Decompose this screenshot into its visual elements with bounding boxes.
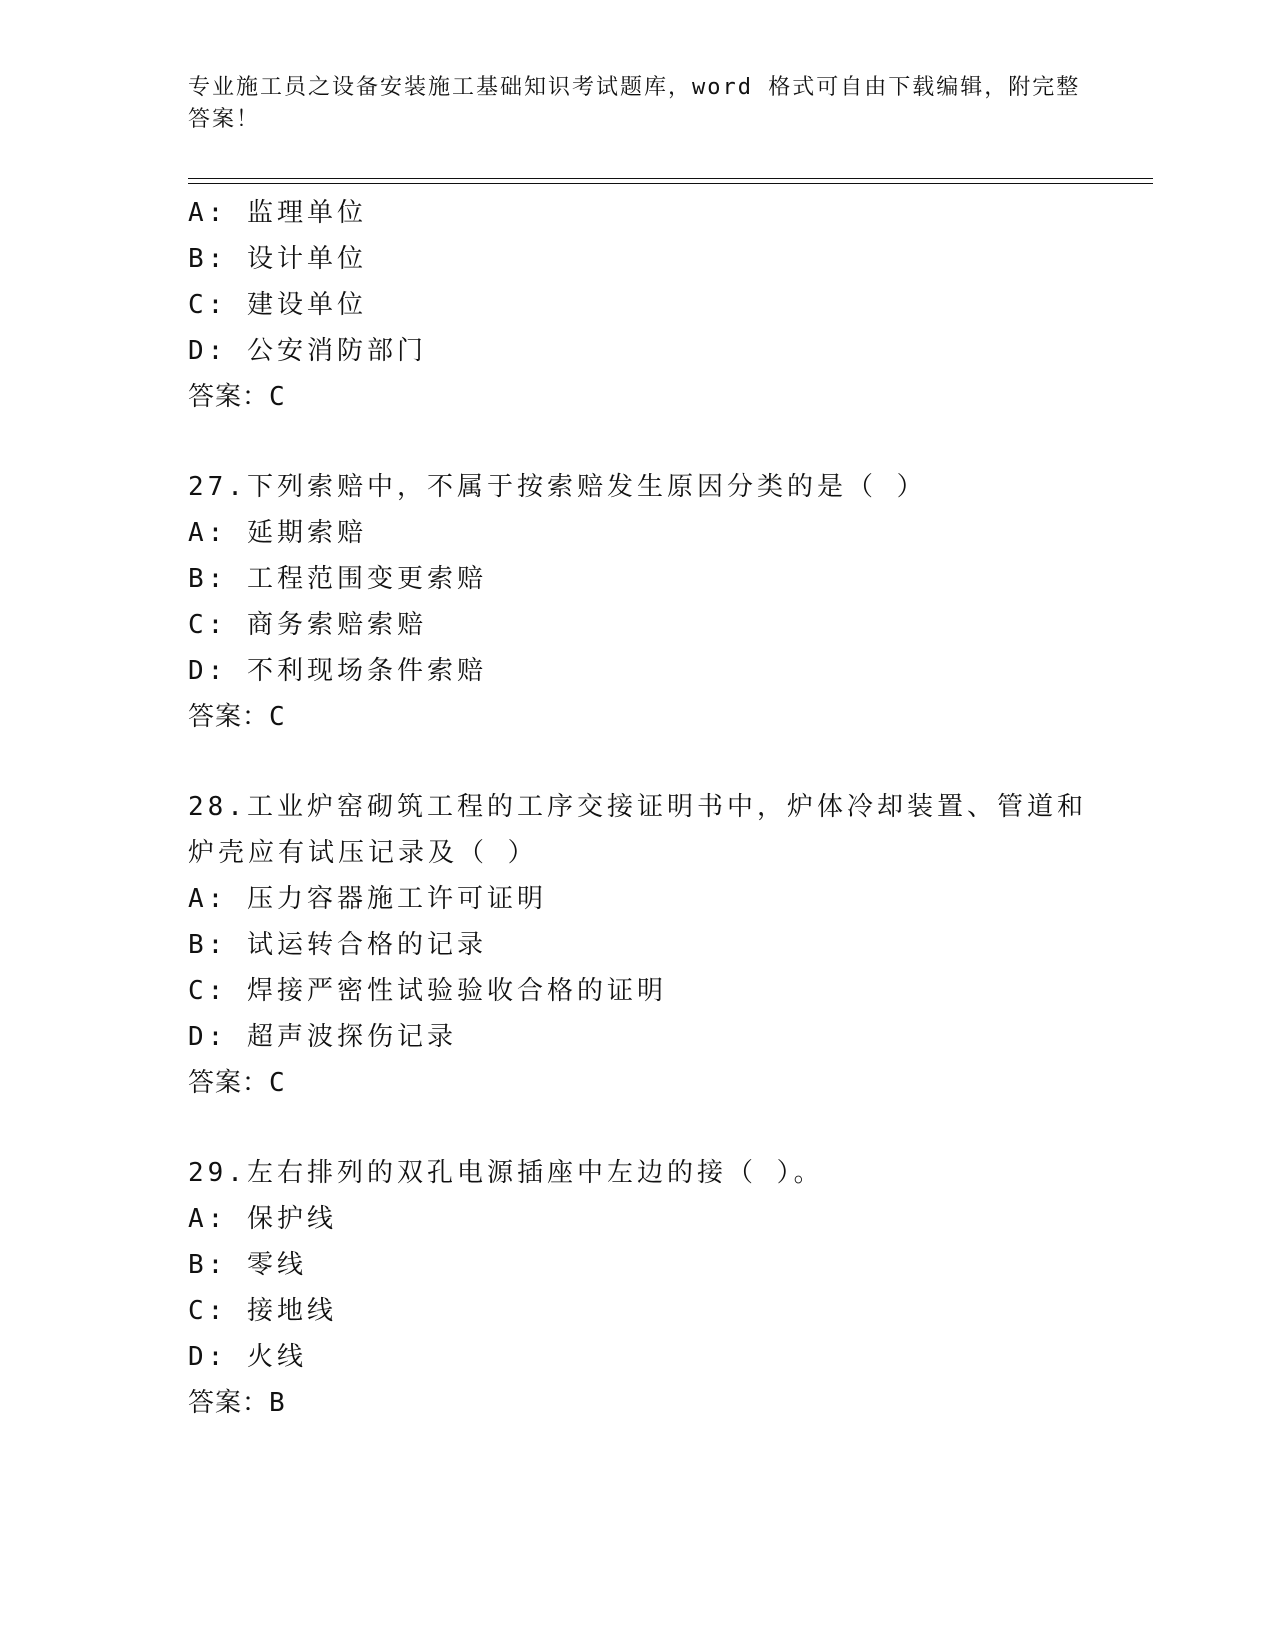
question-block: [188, 190, 1148, 420]
option-b: B: 零线: [188, 1250, 307, 1280]
option-a: A: 保护线: [188, 1204, 337, 1234]
option-a: A: 压力容器施工许可证明: [188, 884, 547, 914]
option-d: D: 公安消防部门: [188, 336, 427, 366]
question-text: 29.左右排列的双孔电源插座中左边的接（ ）。: [188, 1158, 824, 1188]
question-list: [188, 190, 1148, 1426]
option-c: C: 建设单位: [188, 290, 367, 320]
question-block: [188, 1150, 1148, 1426]
option-b: B: 工程范围变更索赔: [188, 564, 487, 594]
header-divider-top: [188, 178, 1153, 179]
question-block: [188, 464, 1148, 740]
answer-line: 答案：C: [188, 702, 286, 732]
header-divider-bottom: [188, 183, 1153, 184]
question-text: 28.工业炉窑砌筑工程的工序交接证明书中，炉体冷却装置、管道和炉壳应有试压记录及（ ）: [188, 792, 1087, 868]
option-c: C: 商务索赔索赔: [188, 610, 427, 640]
option-c: C: 接地线: [188, 1296, 337, 1326]
option-d: D: 火线: [188, 1342, 307, 1372]
question-block: [188, 784, 1148, 1106]
option-a: A: 延期索赔: [188, 518, 367, 548]
answer-line: 答案：B: [188, 1388, 286, 1418]
question-text: 27.下列索赔中，不属于按索赔发生原因分类的是（ ）: [188, 472, 927, 502]
option-c: C: 焊接严密性试验验收合格的证明: [188, 976, 667, 1006]
option-d: D: 超声波探伤记录: [188, 1022, 457, 1052]
answer-line: 答案：C: [188, 1068, 286, 1098]
answer-line: 答案：C: [188, 382, 286, 412]
option-b: B: 设计单位: [188, 244, 367, 274]
document-header: 专业施工员之设备安装施工基础知识考试题库，word 格式可自由下载编辑，附完整答案！: [188, 75, 1081, 132]
option-a: A: 监理单位: [188, 198, 367, 228]
option-d: D: 不利现场条件索赔: [188, 656, 487, 686]
option-b: B: 试运转合格的记录: [188, 930, 487, 960]
